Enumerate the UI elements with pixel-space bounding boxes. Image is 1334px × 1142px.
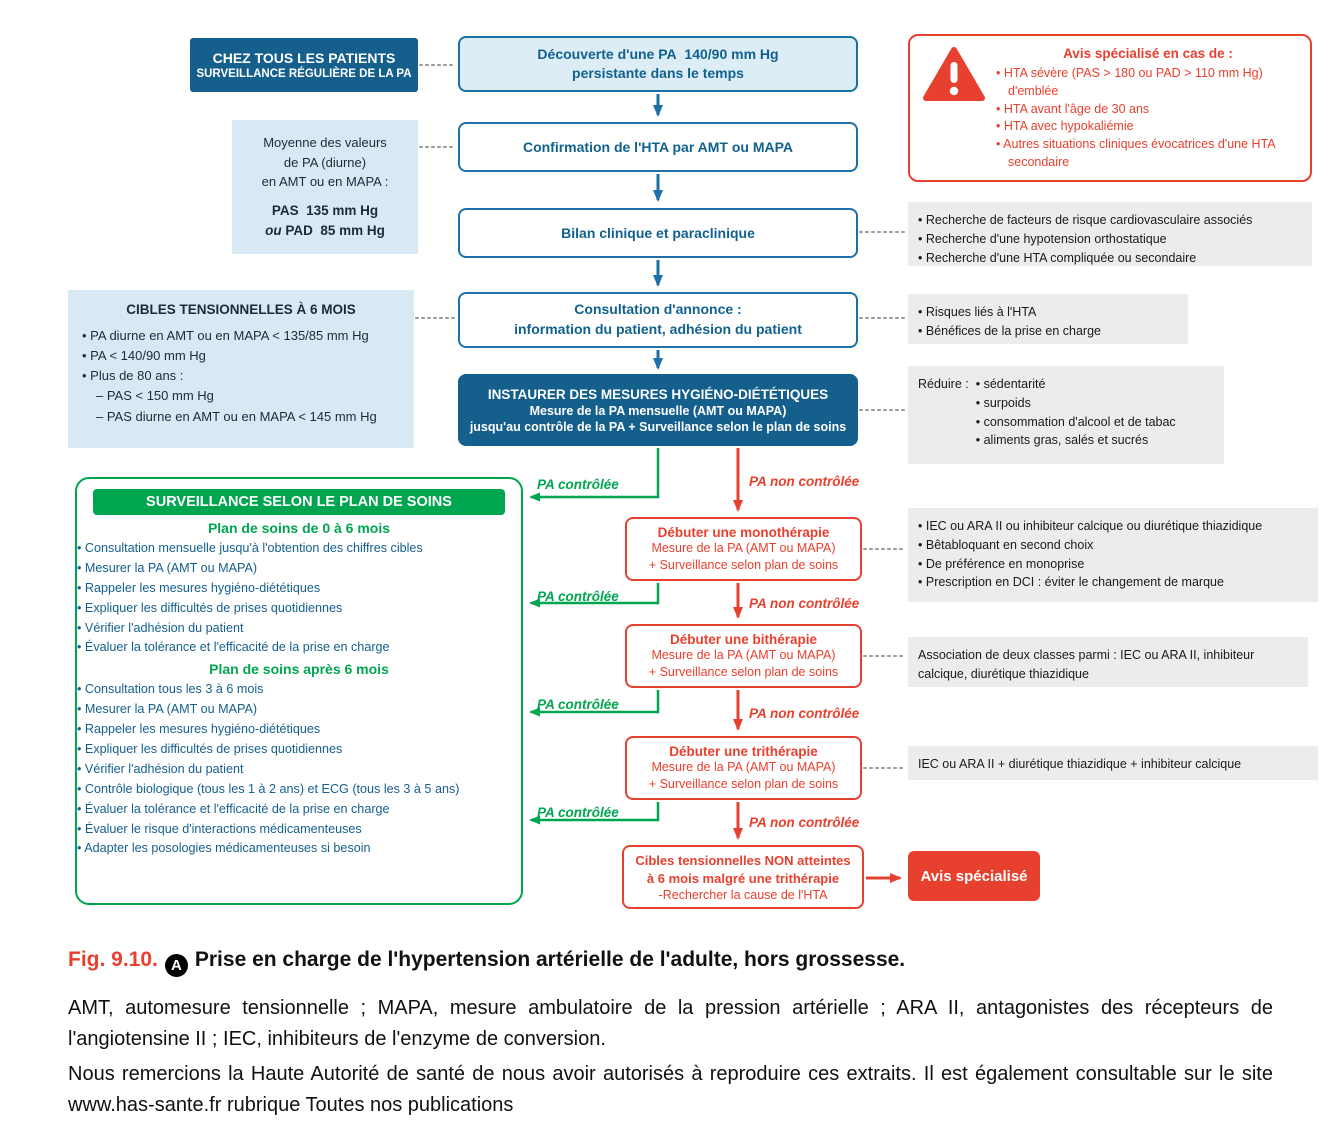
specialist-advice-box: Avis spécialisé	[908, 851, 1040, 901]
box-line: + Surveillance selon plan de soins	[648, 557, 839, 572]
tritherapy-note: IEC ou ARA II + diurétique thiazidique + inhibiteur calcique	[908, 746, 1318, 780]
pa-uncontrolled-label: PA non contrôlée	[749, 815, 860, 830]
box-line: -Rechercher la cause de l'HTA	[658, 887, 828, 902]
tritherapy-step	[625, 736, 862, 800]
box-line: en AMT ou en MAPA :	[261, 174, 389, 189]
list-item: • HTA avant l'âge de 30 ans	[996, 101, 1300, 119]
list-item: • sédentarité	[976, 375, 1176, 394]
list-item: • Rappeler les mesures hygiéno-diététiques	[77, 579, 521, 599]
workup-notes-list	[918, 211, 1302, 267]
list-item: • Consultation tous les 3 à 6 mois	[77, 680, 521, 700]
box-line: SURVEILLANCE RÉGULIÈRE DE LA PA	[196, 68, 412, 80]
rank-a-badge: A	[165, 954, 188, 977]
box-line: Mesure de la PA (AMT ou MAPA)	[651, 647, 836, 662]
mean-values-note	[232, 120, 418, 254]
monotherapy-notes-list	[918, 517, 1308, 592]
list-item: • Mesurer la PA (AMT ou MAPA)	[77, 559, 521, 579]
bp-targets-title: CIBLES TENSIONNELLES À 6 MOIS	[126, 302, 356, 317]
list-item: • PA diurne en AMT ou en MAPA < 135/85 mm Hg	[82, 326, 400, 346]
pad-text: PAD 85 mm Hg	[281, 222, 385, 238]
box-line: de PA (diurne)	[283, 154, 367, 170]
list-item: • Autres situations cliniques évocatrices d'une HTA secondaire	[996, 136, 1300, 172]
warning-list	[996, 65, 1300, 172]
box-line: à 6 mois malgré une trithérapie	[646, 871, 840, 886]
box-line: Cibles tensionnelles NON atteintes	[635, 853, 851, 869]
list-item: • PA < 140/90 mm Hg	[82, 346, 400, 366]
discovery-step	[458, 36, 858, 92]
list-item: • Consultation mensuelle jusqu'à l'obtention des chiffres cibles	[77, 539, 521, 559]
monotherapy-step	[625, 517, 862, 581]
care-plan-header: SURVEILLANCE SELON LE PLAN DE SOINS	[93, 489, 505, 515]
box-line: persistante dans le temps	[572, 65, 744, 81]
reduce-label: Réduire :	[918, 377, 969, 391]
reduce-note	[908, 366, 1224, 464]
list-item: • Vérifier l'adhésion du patient	[77, 760, 521, 780]
list-item: • Plus de 80 ans :	[82, 366, 400, 386]
abbreviations-text: AMT, automesure tensionnelle ; MAPA, mesure ambulatoire de la pression artérielle ; ARA II, antagonistes des récepteurs de l'angiotensine II ; IEC, inhibiteurs de l'enzyme de conversion.	[68, 997, 1273, 1050]
box-line: + Surveillance selon plan de soins	[648, 776, 839, 791]
box-line: Mesure de la PA (AMT ou MAPA)	[651, 540, 836, 555]
reduce-list	[976, 375, 1176, 450]
list-item: • consommation d'alcool et de tabac	[976, 413, 1176, 432]
targets-not-reached-step	[622, 845, 864, 909]
list-item: • Recherche d'une HTA compliquée ou secondaire	[918, 249, 1302, 268]
figure-caption	[68, 948, 1273, 1121]
consultation-notes-list	[918, 303, 1178, 341]
list-item: • Bêtabloquant en second choix	[918, 536, 1308, 555]
list-item: • Évaluer le risque d'interactions médicamenteuses	[77, 820, 521, 840]
figure-title-line	[68, 948, 1273, 977]
box-line: INSTAURER DES MESURES HYGIÉNO-DIÉTÉTIQUES	[487, 386, 829, 402]
confirmation-step	[458, 122, 858, 172]
workup-notes	[908, 202, 1312, 266]
lifestyle-measures-step	[458, 374, 858, 446]
list-item: • Évaluer la tolérance et l'efficacité de la prise en charge	[77, 800, 521, 820]
box-line: Consultation d'annonce :	[574, 301, 742, 318]
figure-number: Fig. 9.10.	[68, 948, 158, 971]
pa-controlled-label: PA contrôlée	[537, 589, 619, 604]
box-line: Mesure de la PA mensuelle (AMT ou MAPA)	[529, 403, 787, 418]
warning-content	[996, 46, 1300, 172]
list-item: – PAS < 150 mm Hg	[96, 388, 214, 404]
box-line: Débuter une trithérapie	[669, 743, 818, 759]
pa-controlled-label: PA contrôlée	[537, 697, 619, 712]
list-item: • Risques liés à l'HTA	[918, 303, 1178, 322]
ou-word: ou	[265, 222, 282, 238]
box-line: jusqu'au contrôle de la PA + Surveillance selon le plan de soins	[469, 419, 847, 434]
monotherapy-notes	[908, 508, 1318, 602]
consultation-notes	[908, 294, 1188, 344]
bitherapy-step	[625, 624, 862, 688]
list-item: • HTA sévère (PAS > 180 ou PAD > 110 mm Hg) d'emblée	[996, 65, 1300, 101]
warning-icon	[922, 46, 986, 104]
list-item: • De préférence en monoprise	[918, 555, 1308, 574]
all-patients-box	[190, 38, 418, 92]
bitherapy-note: Association de deux classes parmi : IEC ou ARA II, inhibiteur calcique, diurétique thiazidique	[908, 637, 1308, 687]
bp-targets-box	[68, 290, 414, 448]
box-line: Débuter une monothérapie	[657, 524, 830, 540]
box-line: Moyenne des valeurs	[263, 135, 387, 150]
box-line: Débuter une bithérapie	[669, 631, 818, 647]
credit-text: Nous remercions la Haute Autorité de santé de nous avoir autorisés à reproduire ces extraits. Il est également consultable sur le site www.has-sante.fr rubrique Toutes nos publications	[68, 1063, 1273, 1116]
plan2-title: Plan de soins après 6 mois	[209, 661, 389, 678]
pa-uncontrolled-label: PA non contrôlée	[749, 706, 860, 721]
announcement-consultation-step	[458, 292, 858, 348]
box-line: Bilan clinique et paraclinique	[561, 225, 755, 241]
list-item: • Recherche de facteurs de risque cardiovasculaire associés	[918, 211, 1302, 230]
list-item: • Recherche d'une hypotension orthostatique	[918, 230, 1302, 249]
box-line: Mesure de la PA (AMT ou MAPA)	[651, 759, 836, 774]
list-item: – PAS diurne en AMT ou en MAPA < 145 mm Hg	[96, 408, 377, 424]
list-item: • IEC ou ARA II ou inhibiteur calcique ou diurétique thiazidique	[918, 517, 1308, 536]
list-item: • Mesurer la PA (AMT ou MAPA)	[77, 700, 521, 720]
clinical-workup-step	[458, 208, 858, 258]
plan1-title: Plan de soins de 0 à 6 mois	[207, 520, 391, 536]
list-item: • HTA avec hypokaliémie	[996, 118, 1300, 136]
box-line: Confirmation de l'HTA par AMT ou MAPA	[522, 139, 794, 155]
list-item: • Prescription en DCI : éviter le changement de marque	[918, 573, 1308, 592]
pad-value	[232, 221, 418, 241]
list-item: • aliments gras, salés et sucrés	[976, 431, 1176, 450]
box-line: information du patient, adhésion du patient	[514, 321, 802, 337]
list-item: • Bénéfices de la prise en charge	[918, 322, 1178, 341]
list-item: • Rappeler les mesures hygiéno-diététiques	[77, 720, 521, 740]
list-item: • Adapter les posologies médicamenteuses si besoin	[77, 839, 521, 859]
pa-controlled-label: PA contrôlée	[537, 477, 619, 492]
pa-controlled-label: PA contrôlée	[537, 805, 619, 820]
list-item: • Expliquer les difficultés de prises quotidiennes	[77, 740, 521, 760]
box-line: Découverte d'une PA 140/90 mm Hg	[537, 46, 779, 63]
plan1-list	[77, 539, 521, 658]
list-item: • Vérifier l'adhésion du patient	[77, 619, 521, 639]
list-item: • Expliquer les difficultés de prises quotidiennes	[77, 599, 521, 619]
figure-title: Prise en charge de l'hypertension artérielle de l'adulte, hors grossesse.	[194, 948, 906, 971]
pa-uncontrolled-label: PA non contrôlée	[749, 474, 860, 489]
list-item: • Contrôle biologique (tous les 1 à 2 ans) et ECG (tous les 3 à 5 ans)	[77, 780, 521, 800]
warning-title: Avis spécialisé en cas de :	[1063, 46, 1233, 61]
pas-value: PAS 135 mm Hg	[271, 202, 379, 218]
specialist-advice-warning	[908, 34, 1312, 182]
box-line: CHEZ TOUS LES PATIENTS	[212, 50, 396, 66]
list-item: • surpoids	[976, 394, 1176, 413]
box-line: + Surveillance selon plan de soins	[648, 664, 839, 679]
plan2-list	[77, 680, 521, 859]
list-item: • Évaluer la tolérance et l'efficacité de la prise en charge	[77, 638, 521, 658]
care-plan-box	[75, 477, 523, 905]
bp-targets-list	[82, 326, 400, 427]
pa-uncontrolled-label: PA non contrôlée	[749, 596, 860, 611]
